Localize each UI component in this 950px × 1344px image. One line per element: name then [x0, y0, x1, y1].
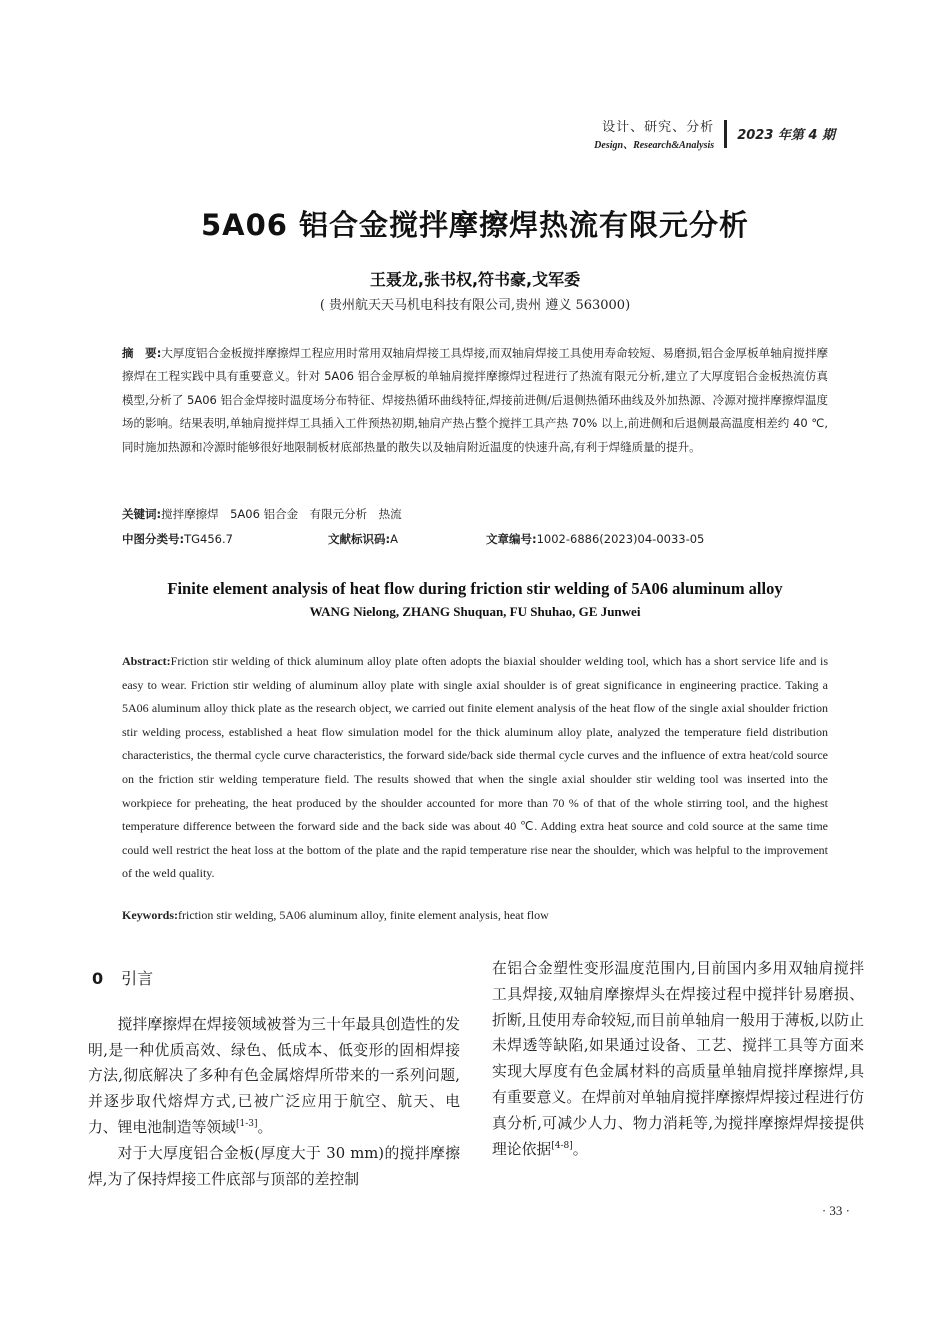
clc-number [122, 531, 233, 547]
article-label: 文章编号: [486, 532, 537, 546]
article-number [486, 531, 704, 547]
journal-section [594, 116, 724, 151]
article-value: 1002-6886(2023)04-0033-05 [536, 532, 705, 546]
paragraph-text: 在铝合金塑性变形温度范围内,目前国内多用双轴肩搅拌工具焊接,双轴肩摩擦焊头在焊接过程中搅拌针易磨损、折断,且使用寿命较短,而目前单轴肩一般用于薄板,以防止未焊透等缺陷,如果通过设备、工艺、搅拌工具等方面来实现大厚度有色金属材料的高质量单轴肩搅拌摩擦焊,具有重要意义。在焊前对单轴肩搅拌摩擦焊焊接过程进行仿真分析,可减少人力、物力消耗等,为搅拌摩擦焊焊接提供理论依据 [492, 960, 864, 1158]
english-keywords [122, 908, 828, 923]
english-abstract-text: Friction stir welding of thick aluminum alloy plate often adopts the biaxial shoulder welding tool, which has a short service life and is easy to wear. Friction stir welding of aluminum alloy plate with single axial shoulder is of great significance in engineering practice. Taking a 5A06 aluminum alloy thick plate as the research object, we carried out finite element analysis of the heat flow of the single axial shoulder friction stir welding process, established a heat flow simulation model for the thick aluminum alloy plate, analyzed the temperature field distribution characteristics, the thermal cycle curve characteristics, the forward side/back side thermal cycle curves and the influence of extra heat/cold source on the friction stir welding temperature field. The results showed that when the single axial shoulder stir welding tool was inserted into the workpiece for preheating, the heat produced by the shoulder accounted for more than 70 % of that of the whole stirring tool, and the highest temperature difference between the forward side and the back side was about 40 ℃. Adding extra heat source and cold source at the same time could well restrict the heat loss at the bottom of the plate and the rapid temperature rise near the shoulder, which was helpful to the improvement of the weld quality. [122, 654, 828, 881]
english-title: Finite element analysis of heat flow during friction stir welding of 5A06 aluminum alloy [167, 579, 783, 598]
cn-abstract-text: 大厚度铝合金板搅拌摩擦焊工程应用时常用双轴肩焊接工具焊接,而双轴肩焊接工具使用寿命较短、易磨损,铝合金厚板单轴肩搅拌摩擦焊在工程实践中具有重要意义。针对 5A06 铝合金厚板的单轴肩搅拌摩擦焊过程进行了热流有限元分析,建立了大厚度铝合金板热流仿真模型,分析了 5A06 铝合金焊接时温度场分布特征、焊接热循环曲线特征,焊接前进侧/后退侧热循环曲线及外加热源、冷源对搅拌摩擦焊温度场的影响。结果表明,单轴肩搅拌焊工具插入工件预热初期,轴肩产热占整个搅拌工具产热 70% 以上,前进侧和后退侧最高温度相差约 40 ℃,同时施加热源和冷源时能够很好地限制板材底部热量的散失以及轴肩附近温度的快速升高,有利于焊缝质量的提升。 [122, 346, 828, 454]
english-keywords-label: Keywords: [122, 908, 178, 922]
doc-label: 文献标识码: [328, 532, 391, 546]
journal-header [594, 116, 835, 151]
paragraph-end: 。 [257, 1118, 273, 1136]
body-column-left [88, 956, 460, 1192]
body-paragraph [88, 1012, 460, 1141]
paper-authors: 王聂龙,张书权,符书豪,戈军委 [369, 270, 581, 289]
section-title: 引言 [121, 969, 154, 988]
body-paragraph: 对于大厚度铝合金板(厚度大于 30 mm)的搅拌摩擦焊,为了保持焊接工件底部与顶部的差控制 [88, 1144, 460, 1188]
body-paragraph [492, 956, 864, 1162]
paragraph-end: 。 [572, 1140, 588, 1158]
paragraph-text: 搅拌摩擦焊在焊接领域被誉为三十年最具创造性的发明,是一种优质高效、绿色、低成本、低变形的固相焊接方法,彻底解决了多种有色金属熔焊所带来的一系列问题,并逐步取代熔焊方式,已被广泛应用于航空、航天、电力、锂电池制造等领域 [88, 1015, 460, 1136]
clc-value: TG456.7 [184, 532, 233, 546]
author-affiliation: ( 贵州航天天马机电科技有限公司,贵州 遵义 563000) [319, 298, 631, 313]
journal-section-cn: 设计、研究、分析 [602, 120, 715, 135]
cn-abstract [122, 342, 828, 459]
english-abstract-label: Abstract: [122, 654, 171, 668]
english-abstract [122, 650, 828, 886]
body-column-right [492, 956, 864, 1162]
cn-keywords-text: 搅拌摩擦焊 5A06 铝合金 有限元分析 热流 [161, 507, 402, 521]
cn-keywords [122, 506, 828, 522]
citation: [4-8] [551, 1140, 573, 1151]
english-authors: WANG Nielong, ZHANG Shuquan, FU Shuhao, GE Junwei [309, 604, 641, 619]
citation: [1-3] [235, 1119, 258, 1130]
page-number: · 33 · [821, 1203, 850, 1218]
doc-code [328, 531, 398, 547]
paper-title: 5A06 铝合金搅拌摩擦焊热流有限元分析 [200, 208, 750, 242]
header-divider [724, 120, 727, 148]
cn-abstract-label: 摘 要: [122, 346, 162, 360]
doc-value: A [390, 532, 398, 546]
journal-section-en: Design、Research&Analysis [594, 140, 715, 151]
section-heading [92, 966, 460, 992]
clc-label: 中图分类号: [122, 532, 185, 546]
cn-keywords-label: 关键词: [122, 507, 162, 521]
journal-issue: 2023 年第 4 期 [737, 128, 835, 143]
section-number: 0 [92, 969, 104, 988]
english-keywords-text: friction stir welding, 5A06 aluminum alloy, finite element analysis, heat flow [178, 908, 549, 922]
